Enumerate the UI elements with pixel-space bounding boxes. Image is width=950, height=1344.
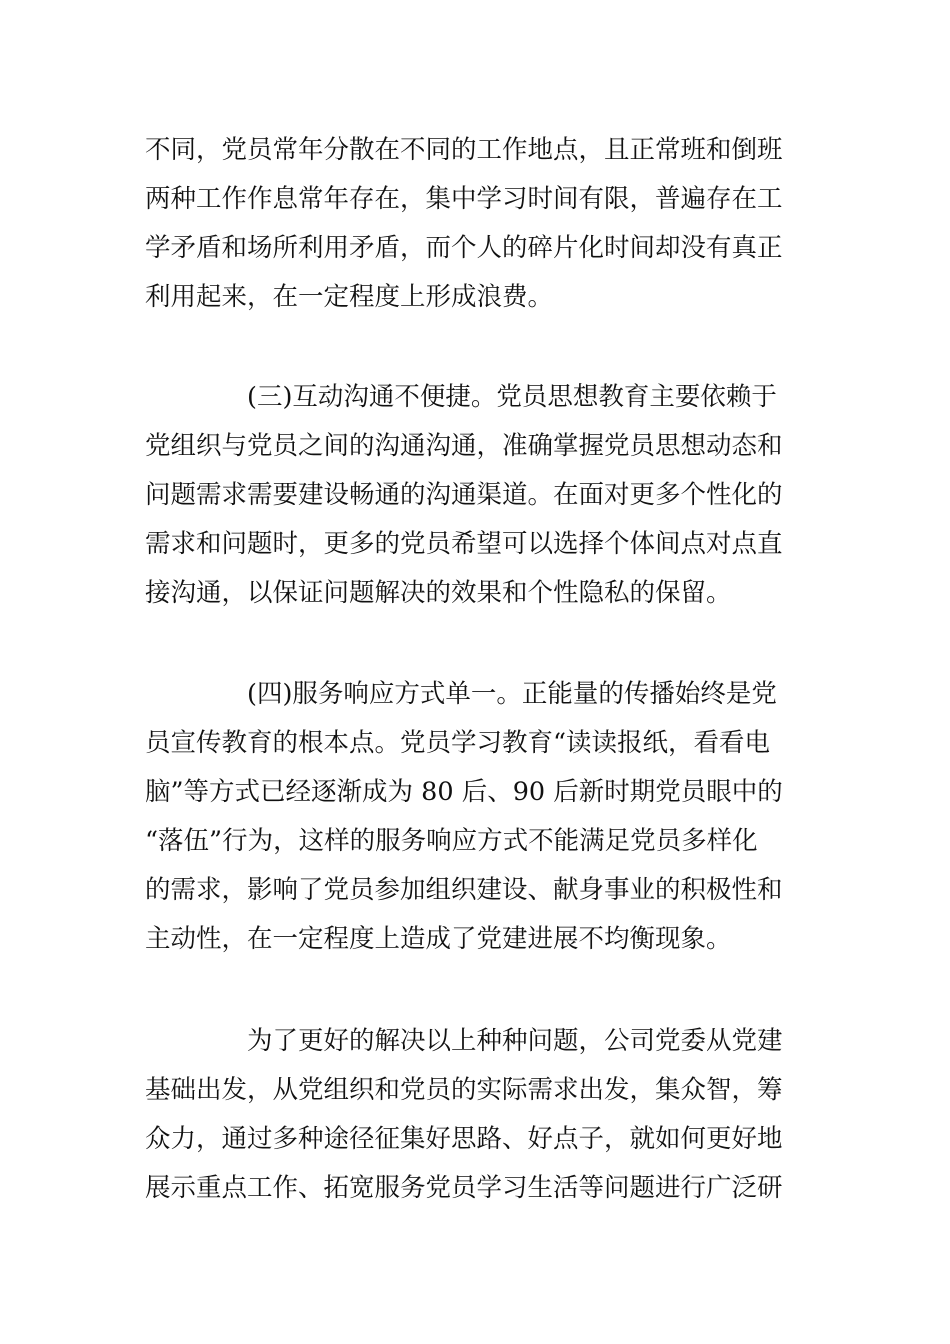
paragraph-line: (四)服务响应方式单一。正能量的传播始终是党 xyxy=(247,679,777,709)
paragraph-line: 展示重点工作、拓宽服务党员学习生活等问题进行广泛研 xyxy=(145,1173,783,1203)
paragraph-line: 需求和问题时，更多的党员希望可以选择个体间点对点直 xyxy=(145,529,783,559)
paragraph-line: 员宣传教育的根本点。党员学习教育“读读报纸，看看电 xyxy=(145,728,771,758)
paragraph-line: “落伍”行为，这样的服务响应方式不能满足党员多样化 xyxy=(145,826,758,856)
paragraph-line: 两种工作作息常年存在，集中学习时间有限，普遍存在工 xyxy=(145,184,783,214)
paragraph-communication xyxy=(145,373,825,618)
paragraph-work-schedule xyxy=(145,126,825,322)
paragraph-line: 的需求，影响了党员参加组织建设、献身事业的积极性和 xyxy=(145,875,783,905)
paragraph-solutions xyxy=(145,1017,825,1213)
paragraph-line: 脑”等方式已经逐渐成为 80 后、90 后新时期党员眼中的 xyxy=(145,777,783,807)
paragraph-line: 学矛盾和场所利用矛盾，而个人的碎片化时间却没有真正 xyxy=(145,233,783,263)
paragraph-service-response xyxy=(145,670,825,964)
paragraph-line: 基础出发，从党组织和党员的实际需求出发，集众智，筹 xyxy=(145,1075,783,1105)
paragraph-line: 众力，通过多种途径征集好思路、好点子，就如何更好地 xyxy=(145,1124,783,1154)
paragraph-line: 接沟通，以保证问题解决的效果和个性隐私的保留。 xyxy=(145,578,732,608)
paragraph-line: 党组织与党员之间的沟通沟通，准确掌握党员思想动态和 xyxy=(145,431,783,461)
paragraph-line: 利用起来，在一定程度上形成浪费。 xyxy=(145,282,554,312)
paragraph-line: 为了更好的解决以上种种问题，公司党委从党建 xyxy=(247,1026,783,1056)
paragraph-line: 不同，党员常年分散在不同的工作地点，且正常班和倒班 xyxy=(145,135,783,165)
paragraph-line: 问题需求需要建设畅通的沟通渠道。在面对更多个性化的 xyxy=(145,480,783,510)
paragraph-line: (三)互动沟通不便捷。党员思想教育主要依赖于 xyxy=(247,382,777,412)
paragraph-line: 主动性，在一定程度上造成了党建进展不均衡现象。 xyxy=(145,924,732,954)
